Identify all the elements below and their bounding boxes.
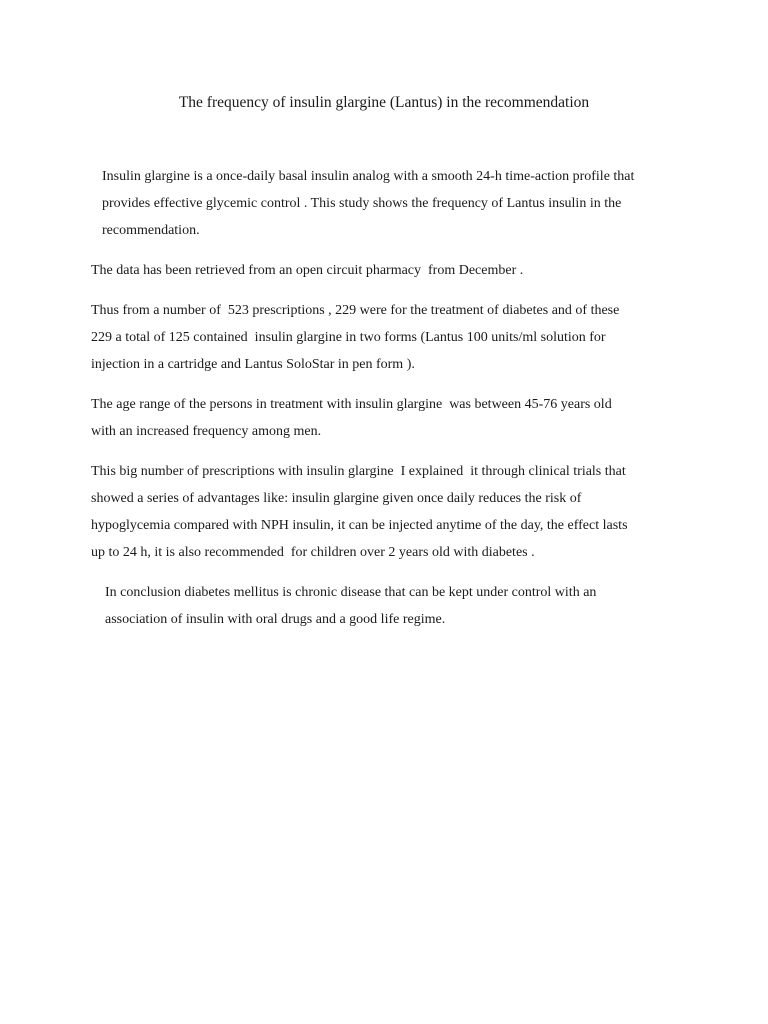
document-body (91, 163, 691, 646)
paragraph-clinical-trials (91, 458, 691, 566)
paragraph-conclusion (91, 579, 691, 633)
text-line: The data has been retrieved from an open circuit pharmacy from December . (91, 263, 524, 278)
text-line: hypoglycemia compared with NPH insulin, it can be injected anytime of the day, the effect lasts (91, 518, 628, 533)
text-line: association of insulin with oral drugs and a good life regime. (105, 612, 446, 627)
paragraph-data-source (91, 257, 691, 284)
text-line: 229 a total of 125 contained insulin glargine in two forms (Lantus 100 units/ml solution for (91, 330, 606, 345)
text-line: The age range of the persons in treatment with insulin glargine was between 45-76 years old (91, 397, 612, 412)
text-line: Thus from a number of 523 prescriptions , 229 were for the treatment of diabetes and of these (91, 303, 620, 318)
document-title: The frequency of insulin glargine (Lantus) in the recommendation (178, 94, 590, 111)
text-line: In conclusion diabetes mellitus is chronic disease that can be kept under control with an (105, 585, 597, 600)
text-line: provides effective glycemic control . This study shows the frequency of Lantus insulin in the (102, 196, 622, 211)
text-line: injection in a cartridge and Lantus SoloStar in pen form ). (91, 357, 415, 372)
text-line: up to 24 h, it is also recommended for children over 2 years old with diabetes . (91, 545, 535, 560)
text-line: recommendation. (102, 223, 200, 238)
text-line: showed a series of advantages like: insulin glargine given once daily reduces the risk of (91, 491, 582, 506)
text-line: Insulin glargine is a once-daily basal insulin analog with a smooth 24-h time-action profile that (102, 169, 635, 184)
text-line: This big number of prescriptions with insulin glargine I explained it through clinical trials that (91, 464, 626, 479)
paragraph-introduction (91, 163, 691, 244)
text-line: with an increased frequency among men. (91, 424, 322, 439)
paragraph-prescriptions (91, 297, 691, 378)
paragraph-age-range (91, 391, 691, 445)
